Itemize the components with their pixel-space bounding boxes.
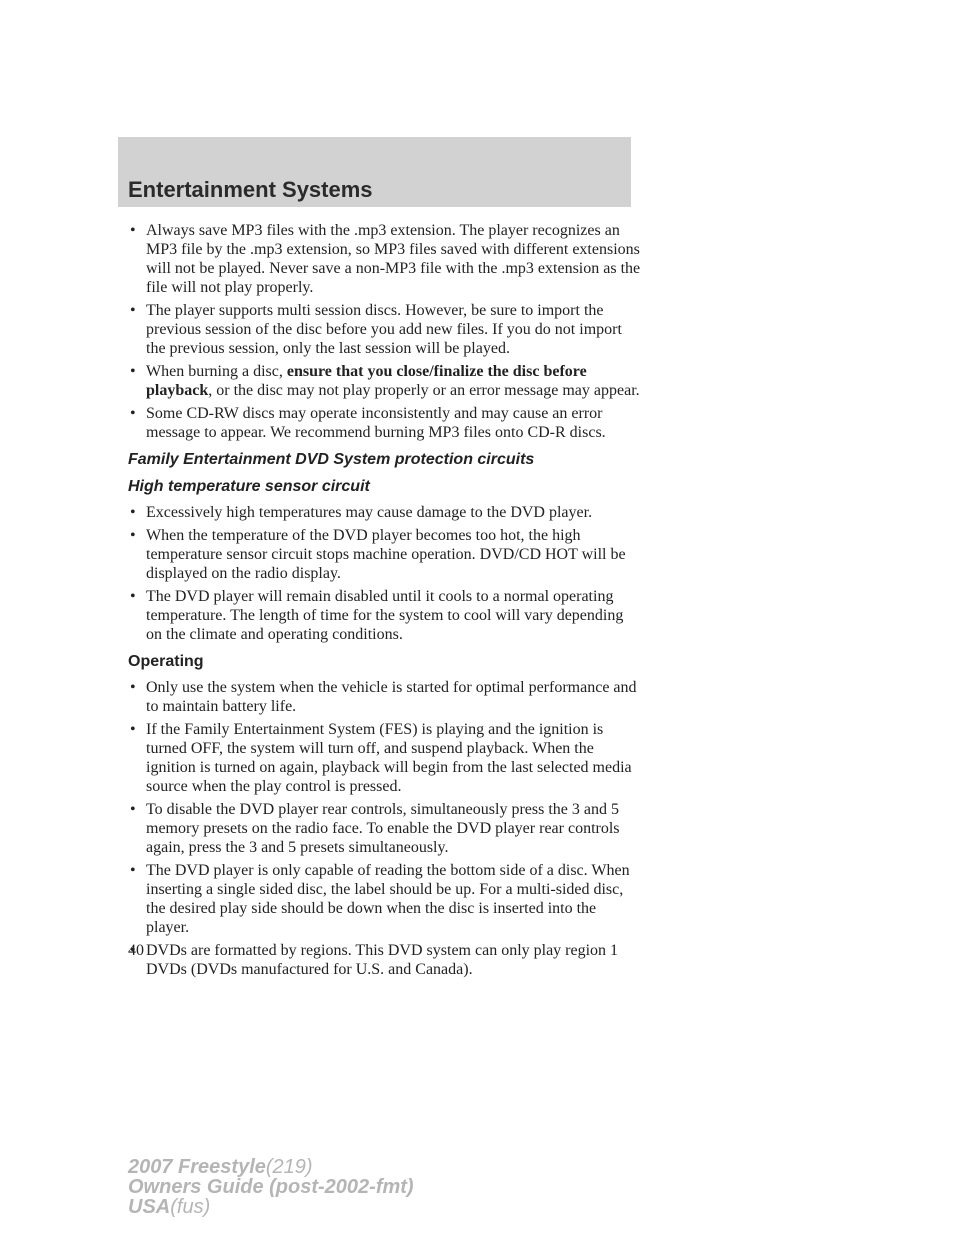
page-content [128,221,643,983]
section-title: Family Entertainment DVD System protection circuits [128,451,535,468]
list-item: • The DVD player is only capable of reading the bottom side of a disc. When inserting a single sided disc, the label should be up. For a multi-sided disc, the desired play side should be down when the disc is inserted into the player. [128,861,643,937]
footer [128,1157,414,1217]
burning-bold: ensure that you close/finalize the disc before playback [146,363,587,399]
burning-pre: When burning a disc, [146,363,287,380]
list-item: • The DVD player will remain disabled until it cools to a normal operating temperature. The length of time for the system to cool will vary depending on the climate and operating conditions. [128,587,643,644]
list-item: • Always save MP3 files with the .mp3 extension. The player recognizes an MP3 file by the .mp3 extension, so MP3 files saved with different extensions will not be played. Never save a non-MP3 file with the .mp3 extension as the file will not play properly. [128,221,643,297]
footer-line-1 [128,1157,414,1177]
footer-model: 2007 Freestyle [128,1156,266,1178]
page-number: 40 [128,942,144,959]
list-item: • Only use the system when the vehicle is started for optimal performance and to maintain battery life. [128,678,643,716]
operating-list [128,678,643,979]
list-item [128,362,643,400]
footer-market-code: (fus) [170,1196,211,1218]
operating-title: Operating [128,653,204,670]
list-item: • DVDs are formatted by regions. This DVD system can only play region 1 DVDs (DVDs manufactured for U.S. and Canada). [128,941,643,979]
mp3-list [128,221,643,442]
footer-guide: Owners Guide (post-2002-fmt) [128,1176,414,1198]
footer-line-3 [128,1197,414,1217]
temp-list [128,503,643,644]
subsection-title: High temperature sensor circuit [128,478,370,495]
list-item: • When the temperature of the DVD player becomes too hot, the high temperature sensor circuit stops machine operation. DVD/CD HOT will be displayed on the radio display. [128,526,643,583]
list-item: • If the Family Entertainment System (FES) is playing and the ignition is turned OFF, the system will turn off, and suspend playback. When the ignition is turned on again, playback will begin from the last selected media source when the play control is pressed. [128,720,643,796]
footer-market: USA [128,1196,171,1218]
list-item: • Some CD-RW discs may operate inconsistently and may cause an error message to appear. We recommend burning MP3 files onto CD-R discs. [128,404,643,442]
burning-post: , or the disc may not play properly or an error message may appear. [208,382,640,399]
list-item: • To disable the DVD player rear controls, simultaneously press the 3 and 5 memory presets on the radio face. To enable the DVD player rear controls again, press the 3 and 5 presets simultaneously. [128,800,643,857]
list-item: • The player supports multi session discs. However, be sure to import the previous session of the disc before you add new files. If you do not import the previous session, only the last session will be played. [128,301,643,358]
list-item: • Excessively high temperatures may cause damage to the DVD player. [128,503,643,522]
footer-code: (219) [265,1156,313,1178]
footer-line-2 [128,1177,414,1197]
page-title: Entertainment Systems [128,177,373,202]
